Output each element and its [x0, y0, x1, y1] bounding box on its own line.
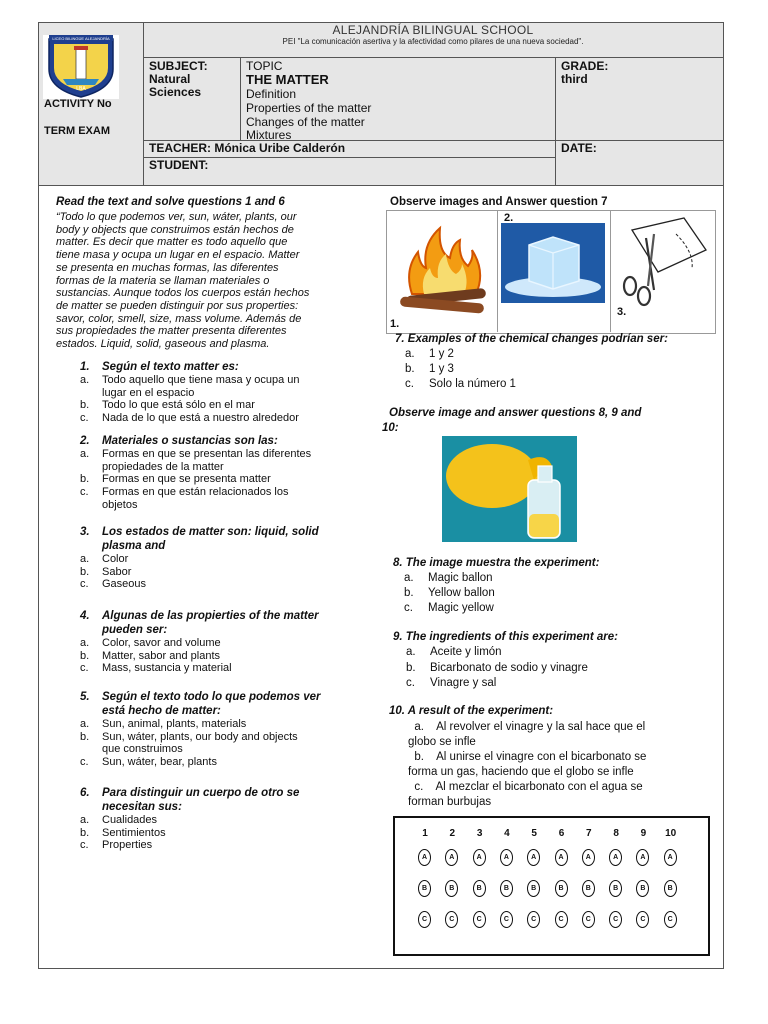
question-text-line: plasma and: [102, 540, 166, 552]
paragraph-line: body y objects que construimos están hechos de: [56, 223, 294, 236]
question-number: [80, 800, 102, 814]
activity-label: ACTIVITY No: [44, 98, 112, 110]
option-letter: a.: [80, 374, 90, 386]
option-text: Sentimientos: [102, 826, 166, 839]
answer-column-number: 1: [422, 828, 428, 839]
answer-option[interactable]: [80, 756, 372, 769]
observe-image-title-cont: 10:: [382, 422, 399, 434]
answer-option[interactable]: [405, 347, 516, 362]
option-text: Properties: [102, 839, 153, 852]
answer-column-number: 7: [586, 828, 592, 839]
topic-item: Properties of the matter: [246, 101, 372, 115]
answer-option[interactable]: [80, 650, 372, 663]
logo-text-top: LICEO BILINGÜE ALEJANDRÍA: [52, 36, 110, 41]
answer-option[interactable]: forma un gas, haciendo que el globo se infle: [408, 766, 634, 778]
answer-column-number: 9: [640, 828, 647, 839]
option-letter: c.: [80, 412, 89, 425]
answer-bubble[interactable]: B: [609, 880, 622, 897]
question-text: [80, 690, 372, 704]
answer-bubble[interactable]: A: [500, 849, 513, 866]
subject-value-2: Sciences: [149, 85, 202, 99]
option-letter: b.: [80, 565, 90, 578]
paragraph-line: matter. Es decir que matter es todo aquello que: [56, 236, 288, 249]
option-text: Vinagre y sal: [430, 677, 497, 689]
answer-option[interactable]: forman burbujas: [408, 796, 492, 808]
option-letter: b.: [406, 661, 416, 674]
student-field[interactable]: STUDENT:: [149, 158, 209, 172]
option-text: Mass, sustancia y material: [102, 662, 232, 675]
question-block: [80, 609, 372, 675]
answer-option[interactable]: [406, 645, 588, 661]
answer-column-number: 5: [531, 828, 537, 839]
divider-img: [610, 210, 611, 332]
paragraph-line: tiene masa y ocupa un lugar en el espacio. Matter: [56, 249, 300, 262]
option-letter: b.: [80, 730, 90, 743]
option-letter: b.: [80, 399, 90, 412]
option-text: 1 y 3: [429, 363, 454, 375]
answer-bubble[interactable]: A: [636, 849, 649, 866]
question-text: [80, 704, 372, 718]
question-block: [80, 360, 372, 425]
answer-option[interactable]: [80, 461, 372, 474]
observe-images-title: Observe images and Answer question 7: [390, 196, 608, 208]
option-letter: c.: [80, 578, 89, 591]
reading-paragraph: [56, 211, 371, 351]
observe-image-title: Observe image and answer questions 8, 9 and: [389, 407, 642, 419]
option-letter: b.: [80, 826, 90, 839]
answer-option[interactable]: [405, 377, 516, 392]
question-text: [80, 609, 372, 623]
option-text: lugar en el espacio: [102, 386, 195, 399]
option-letter: [80, 743, 102, 756]
paragraph-line: sus propiedades the matter presenta diferentes: [56, 325, 287, 338]
answer-option[interactable]: c. Al mezclar el bicarbonato con el agua se: [408, 781, 643, 793]
question-text: [80, 623, 372, 637]
answer-option[interactable]: b. Al unirse el vinagre con el bicarbonato se: [408, 751, 647, 763]
answer-bubble[interactable]: C: [418, 911, 431, 928]
fire-image: [392, 222, 492, 322]
paragraph-line: de matter se pueden distinguir por sus properties:: [56, 299, 299, 312]
question-text: [80, 434, 372, 448]
options-list: [406, 645, 588, 692]
option-text: Formas en que se presenta matter: [102, 473, 271, 486]
option-text: Sun, wáter, plants, our body and objects: [102, 730, 298, 743]
pei-motto: PEI "La comunicación asertiva y la afectividad como pilares de una nueva sociedad".: [282, 37, 584, 46]
answer-option[interactable]: a. Al revolver el vinagre y la sal hace que el: [408, 721, 646, 733]
topic-item: Definition: [246, 87, 297, 101]
answer-option[interactable]: [80, 473, 372, 486]
question-number: 4.: [80, 610, 90, 622]
option-letter: b.: [80, 649, 90, 662]
answer-bubble[interactable]: B: [636, 880, 649, 897]
answer-option[interactable]: [80, 743, 372, 756]
answer-bubble[interactable]: A: [664, 849, 677, 866]
option-letter: b.: [404, 587, 414, 599]
option-text: Aceite y limón: [430, 646, 502, 658]
option-text: Formas en que se presentan las diferentes: [102, 448, 312, 460]
answer-bubble[interactable]: C: [636, 911, 649, 928]
question-text-line: pueden ser:: [102, 624, 168, 636]
paragraph-line: se presenta en muchas formas, las diferentes: [56, 261, 279, 274]
answer-bubble[interactable]: A: [582, 849, 595, 866]
answer-bubble[interactable]: C: [555, 911, 568, 928]
instruction-title: Read the text and solve questions 1 and 6: [56, 196, 285, 208]
question-block: [80, 525, 372, 591]
scissors-paper-image: [614, 212, 712, 312]
paragraph-line: estados. Liquid, solid, gaseous and plasma.: [56, 338, 270, 351]
option-letter: b.: [80, 473, 90, 486]
answer-option[interactable]: [404, 601, 495, 616]
answer-option[interactable]: [80, 499, 372, 512]
option-letter: b.: [405, 363, 415, 375]
answer-column-number: 8: [613, 828, 619, 839]
topic-title: THE MATTER: [246, 72, 329, 87]
option-letter: c.: [80, 486, 89, 499]
option-text: Solo la número 1: [429, 378, 516, 390]
answer-option[interactable]: [406, 676, 588, 692]
option-letter: [80, 387, 102, 400]
answer-bubble[interactable]: C: [582, 911, 595, 928]
answer-bubble[interactable]: A: [418, 849, 431, 866]
option-letter: a.: [404, 572, 414, 584]
header-divider-1: [143, 57, 723, 58]
option-letter: a.: [406, 646, 416, 658]
question-number: [80, 704, 102, 718]
options-list: [404, 571, 495, 616]
logo-cell-divider: [143, 22, 144, 185]
paragraph-line: formas de la materia se llaman materiales o: [56, 274, 270, 287]
question-10: 10. A result of the experiment:: [389, 705, 554, 717]
option-letter: a.: [80, 718, 90, 730]
option-letter: a.: [80, 448, 90, 460]
option-letter: c.: [80, 662, 89, 675]
answer-bubble[interactable]: C: [664, 911, 677, 928]
col-divider-grade: [555, 57, 556, 185]
balloon-experiment-image: [442, 436, 577, 542]
question-text-line: Según el texto todo lo que podemos ver: [102, 691, 321, 703]
paragraph-line: “Todo lo que podemos ver, sun, wáter, plants, our: [56, 211, 297, 223]
paragraph-line: sustancias. Aunque todos los cuerpos están hechos: [56, 287, 310, 300]
question-block: [80, 690, 372, 769]
answer-bubble[interactable]: C: [500, 911, 513, 928]
answer-bubble[interactable]: B: [582, 880, 595, 897]
answer-bubble[interactable]: A: [609, 849, 622, 866]
question-number: 5.: [80, 691, 90, 703]
option-text: 1 y 2: [429, 348, 454, 360]
image-label-2: 2.: [504, 212, 514, 224]
header-box: [38, 22, 724, 186]
answer-bubble[interactable]: B: [500, 880, 513, 897]
option-letter: [80, 499, 102, 512]
question-block: [80, 786, 372, 852]
answer-option[interactable]: [80, 637, 372, 650]
question-number: [80, 539, 102, 553]
image-label-3: 3.: [617, 306, 627, 318]
col-divider-topic: [240, 57, 241, 140]
answer-column-number: 10: [665, 828, 677, 839]
answer-option[interactable]: [80, 412, 372, 425]
options-list: [405, 347, 516, 392]
answer-bubble[interactable]: B: [664, 880, 677, 897]
answer-bubble[interactable]: B: [555, 880, 568, 897]
option-text: propiedades de la matter: [102, 460, 224, 473]
option-text: Magic yellow: [428, 602, 494, 614]
answer-option[interactable]: [80, 662, 372, 675]
answer-option[interactable]: [80, 839, 372, 852]
question-number: 1.: [80, 361, 90, 373]
option-text: objetos: [102, 498, 138, 511]
answer-option[interactable]: [80, 553, 372, 566]
question-number: 6.: [80, 787, 90, 799]
option-letter: a.: [405, 348, 415, 360]
option-text: Bicarbonato de sodio y vinagre: [430, 661, 588, 674]
answer-bubble[interactable]: A: [445, 849, 458, 866]
option-text: Matter, sabor and plants: [102, 649, 221, 662]
question-number: 2.: [80, 435, 90, 447]
option-letter: c.: [80, 839, 89, 852]
option-text: Color, savor and volume: [102, 637, 221, 649]
answer-option[interactable]: [80, 578, 372, 591]
answer-bubble[interactable]: B: [445, 880, 458, 897]
answer-bubble[interactable]: B: [418, 880, 431, 897]
answer-bubble[interactable]: A: [527, 849, 540, 866]
topic-label: TOPIC: [246, 59, 283, 73]
answer-option[interactable]: globo se infle: [408, 736, 476, 748]
question-text-line: Los estados de matter son: liquid, solid: [102, 526, 319, 538]
ice-cube-image: [501, 223, 605, 303]
divider-img: [497, 210, 498, 332]
answer-option[interactable]: [404, 586, 495, 601]
option-letter: a.: [80, 814, 90, 826]
question-block: [80, 434, 372, 512]
option-text: Todo aquello que tiene masa y ocupa un: [102, 374, 300, 386]
question-9: 9. The ingredients of this experiment are:: [393, 631, 618, 643]
term-exam-label: TERM EXAM: [44, 125, 110, 137]
option-text: Magic ballon: [428, 572, 493, 584]
question-text: [80, 786, 372, 800]
option-letter: c.: [406, 677, 415, 689]
question-text-line: Según el texto matter es:: [102, 361, 239, 373]
answer-bubble[interactable]: C: [445, 911, 458, 928]
logo-text-bottom: LBA: [76, 86, 86, 92]
question-number: [80, 623, 102, 637]
option-letter: a.: [80, 553, 90, 565]
answer-bubble[interactable]: C: [609, 911, 622, 928]
question-text-line: Para distinguir un cuerpo de otro se: [102, 787, 300, 799]
answer-bubble[interactable]: B: [473, 880, 486, 897]
answer-option[interactable]: [80, 399, 372, 412]
answer-option[interactable]: [404, 571, 495, 586]
topic-item: Mixtures: [246, 128, 292, 142]
question-text-line: está hecho de matter:: [102, 705, 221, 717]
option-text: Todo lo que está sólo en el mar: [102, 399, 255, 412]
question-8: 8. The image muestra the experiment:: [393, 557, 600, 569]
option-text: Formas en que están relacionados los: [102, 486, 289, 499]
subject-label: SUBJECT:: [149, 59, 208, 73]
topic-item: Changes of the matter: [246, 115, 365, 129]
option-text: Cualidades: [102, 814, 158, 826]
answer-option[interactable]: [80, 387, 372, 400]
answer-option[interactable]: [405, 362, 516, 377]
answer-bubble[interactable]: B: [527, 880, 540, 897]
answer-bubble[interactable]: C: [527, 911, 540, 928]
question-text: [80, 539, 372, 553]
option-text: Gaseous: [102, 578, 147, 591]
option-text: Color: [102, 553, 129, 565]
option-letter: c.: [405, 378, 414, 390]
option-letter: c.: [80, 756, 89, 769]
teacher-name: TEACHER: Mónica Uribe Calderón: [149, 141, 346, 155]
answer-option[interactable]: [80, 731, 372, 744]
grade-label: GRADE:: [561, 59, 609, 73]
answer-option[interactable]: [80, 486, 372, 499]
option-letter: [80, 461, 102, 474]
option-text: Yellow ballon: [428, 587, 495, 599]
question-text-line: Algunas de las propierties of the matter: [102, 610, 319, 622]
answer-column-number: 4: [504, 828, 510, 839]
answer-column-number: 6: [558, 828, 565, 839]
question-text-line: necesitan sus:: [102, 801, 182, 813]
option-letter: c.: [404, 602, 413, 614]
grade-value: third: [561, 72, 588, 86]
option-text: Nada de lo que está a nuestro alrededor: [102, 412, 299, 425]
question-text: [80, 360, 372, 374]
answer-bubble[interactable]: A: [555, 849, 568, 866]
answer-option[interactable]: [80, 374, 372, 387]
answer-option[interactable]: [80, 448, 372, 461]
option-text: Sun, animal, plants, materials: [102, 718, 247, 730]
question-text: [80, 800, 372, 814]
answer-option[interactable]: [80, 566, 372, 579]
options-list: [408, 720, 708, 810]
answer-option[interactable]: [80, 814, 372, 827]
question-text: [80, 525, 372, 539]
date-field[interactable]: DATE:: [561, 141, 597, 155]
question-7: 7. Examples of the chemical changes podrían ser:: [395, 333, 668, 345]
image-label-1: 1.: [390, 318, 400, 330]
school-name: ALEJANDRÍA BILINGUAL SCHOOL: [332, 23, 534, 37]
option-letter: a.: [80, 637, 90, 649]
option-text: Sun, wáter, bear, plants: [102, 756, 217, 769]
question-number: 3.: [80, 526, 90, 538]
answer-bubble[interactable]: C: [473, 911, 486, 928]
paragraph-line: savor, color, smell, size, mass volume. Además de: [56, 312, 302, 325]
answer-column-number: 3: [476, 828, 483, 839]
answer-option[interactable]: [406, 661, 588, 677]
answer-bubble[interactable]: A: [473, 849, 486, 866]
question-text-line: Materiales o sustancias son las:: [102, 435, 278, 447]
option-text: Sabor: [102, 565, 132, 578]
answer-option[interactable]: [80, 827, 372, 840]
answer-option[interactable]: [80, 718, 372, 731]
answer-column-number: 2: [449, 828, 456, 839]
subject-value-1: Natural: [149, 72, 191, 86]
option-text: que construimos: [102, 743, 183, 756]
